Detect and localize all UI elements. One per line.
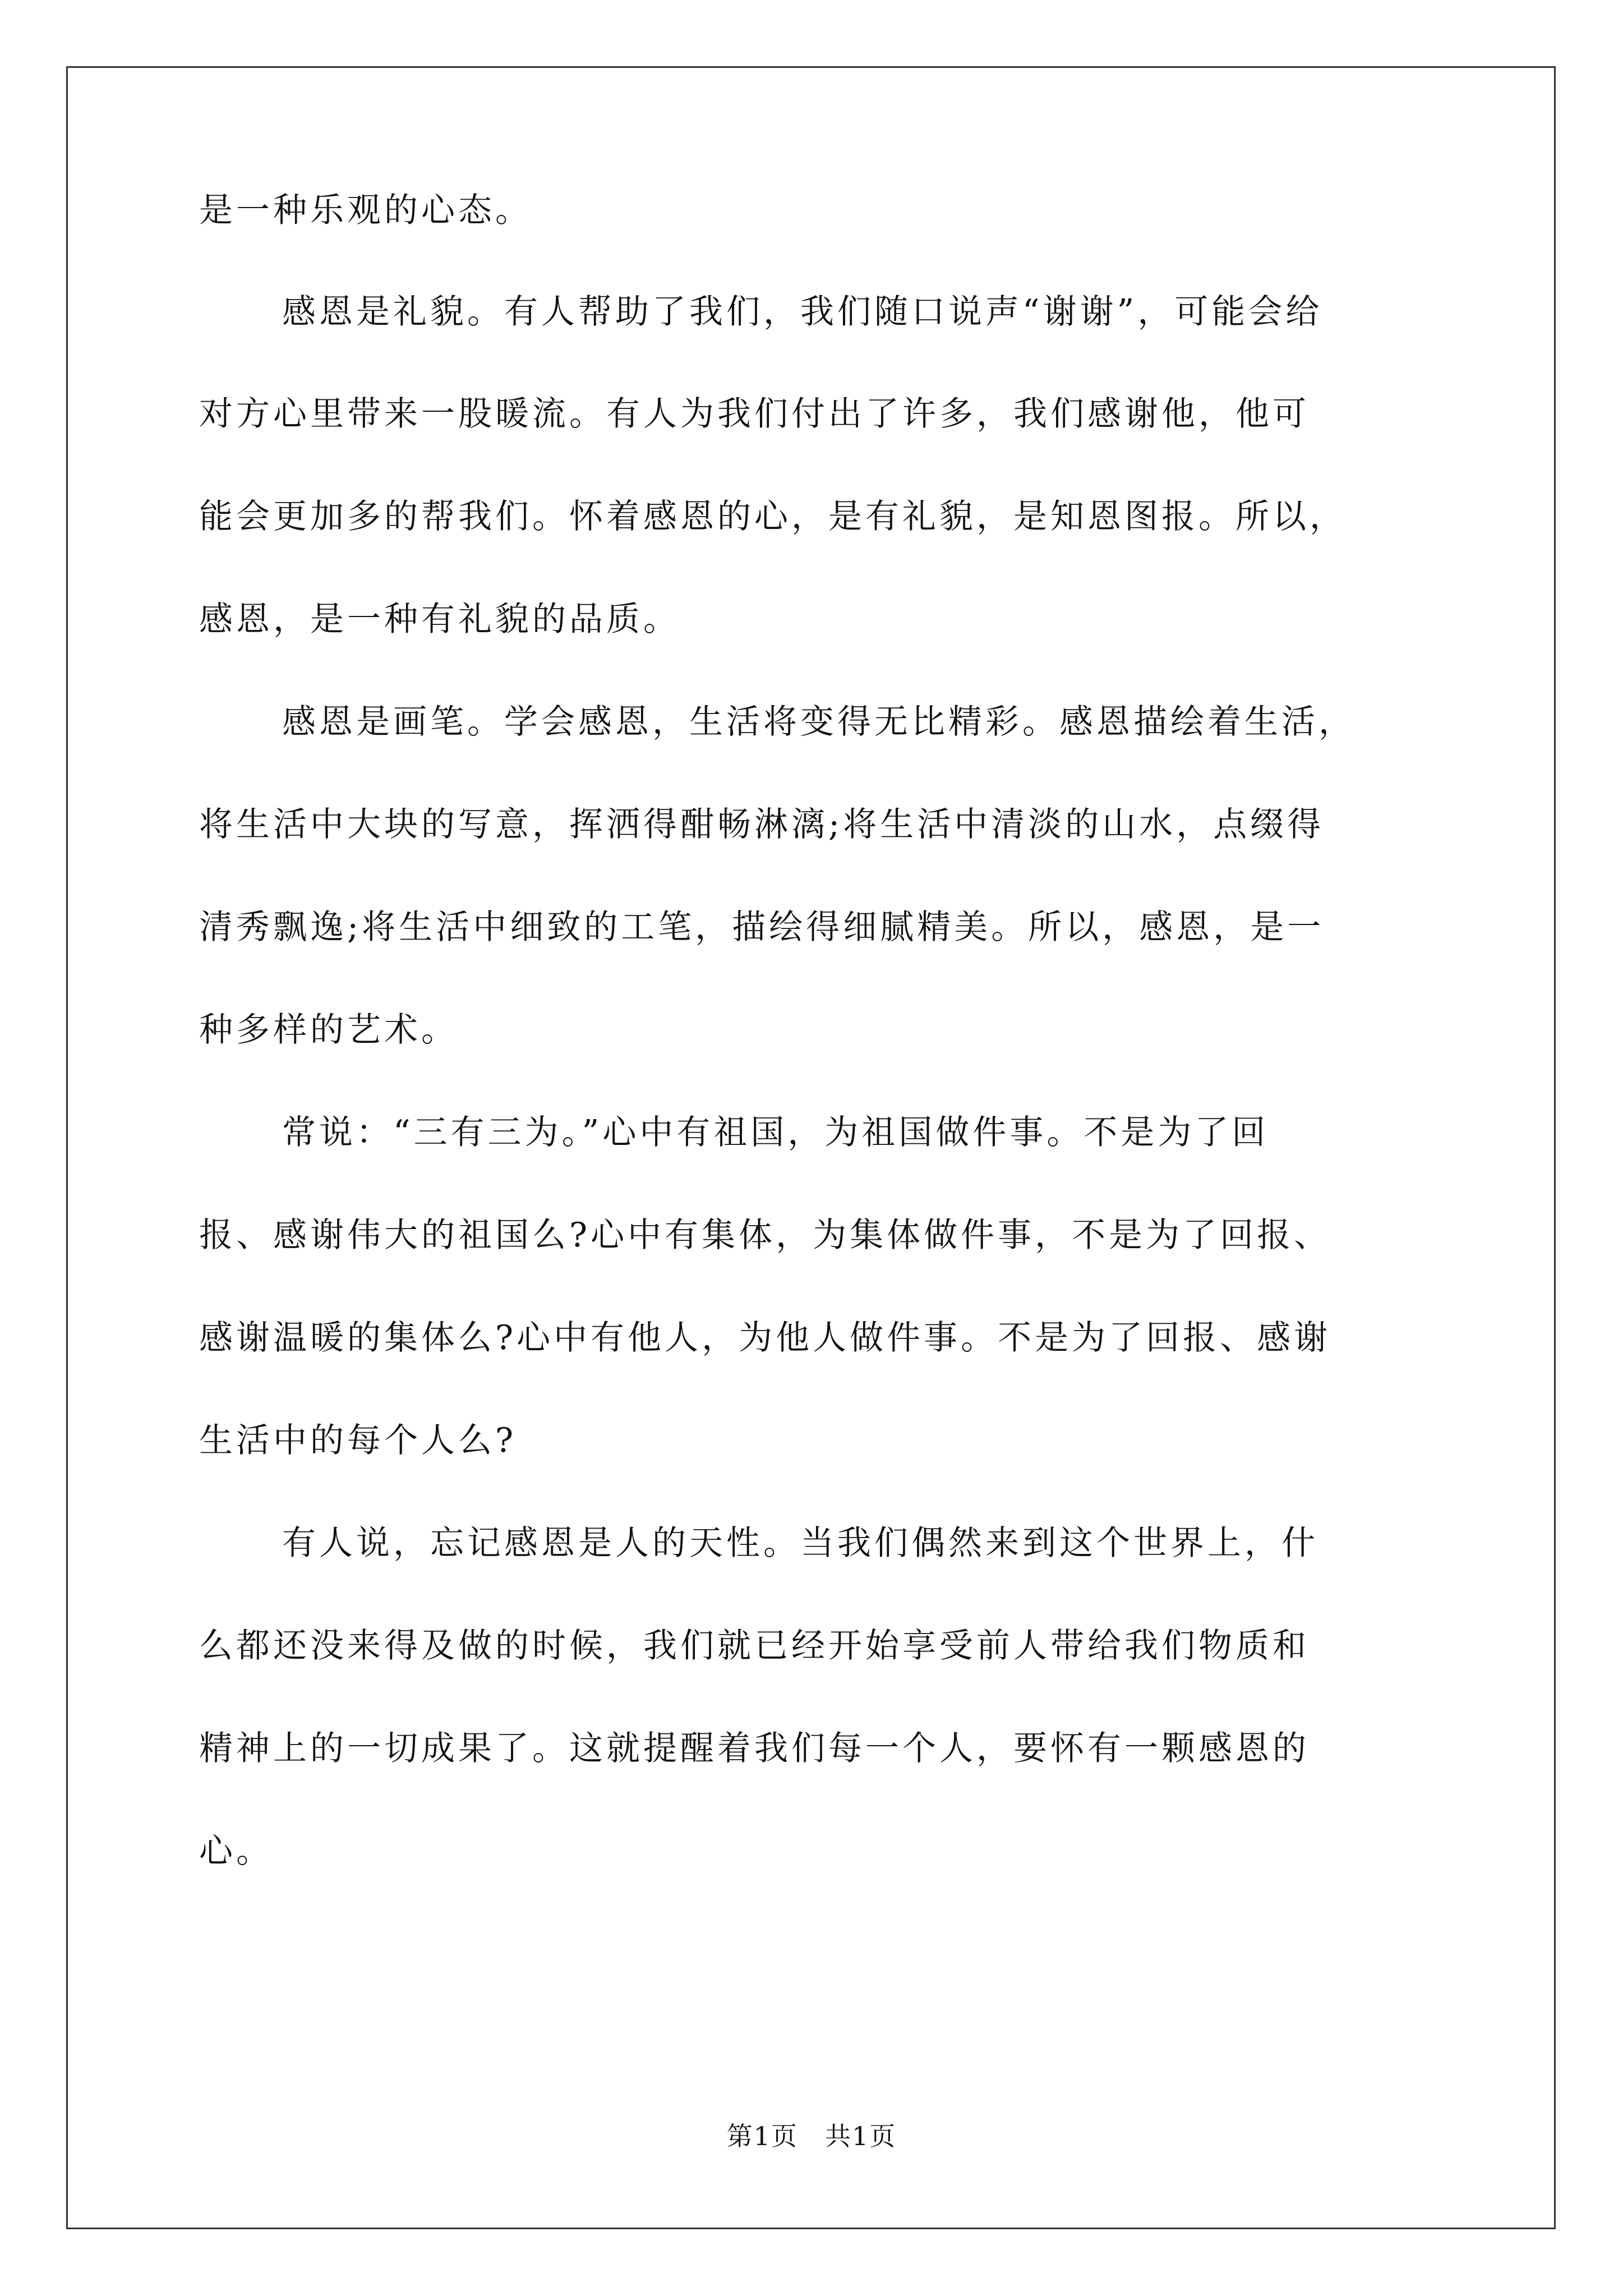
paragraph-line: 感恩是礼貌。有人帮助了我们，我们随口说声“谢谢”，可能会给	[282, 292, 1323, 332]
paragraph-line: 心。	[199, 1832, 273, 1871]
paragraph-line: 能会更加多的帮我们。怀着感恩的心，是有礼貌，是知恩图报。所以，	[199, 497, 1347, 536]
paragraph-line: 生活中的每个人么?	[199, 1421, 517, 1460]
paragraph-line: 精神上的一切成果了。这就提醒着我们每一个人，要怀有一颗感恩的	[199, 1729, 1310, 1768]
paragraph-line: 报、感谢伟大的祖国么?心中有集体，为集体做件事，不是为了回报、	[199, 1216, 1331, 1255]
paragraph-line: 对方心里带来一股暖流。有人为我们付出了许多，我们感谢他，他可	[199, 394, 1310, 434]
paragraph-line: 有人说，忘记感恩是人的天性。当我们偶然来到这个世界上，什	[282, 1524, 1318, 1563]
paragraph-line: 感谢温暖的集体么?心中有他人，为他人做件事。不是为了回报、感谢	[199, 1318, 1331, 1358]
paragraph-line: 种多样的艺术。	[199, 1010, 458, 1050]
paragraph-line: 清秀飘逸;将生活中细致的工笔，描绘得细腻精美。所以，感恩，是一	[199, 908, 1325, 947]
page-number-footer: 第1页 共1页	[726, 2121, 897, 2151]
paragraph-line: 么都还没来得及做的时候，我们就已经开始享受前人带给我们物质和	[199, 1626, 1310, 1665]
paragraph-line: 常说：“三有三为。”心中有祖国，为祖国做件事。不是为了回	[282, 1113, 1269, 1152]
paragraph-line: 将生活中大块的写意，挥洒得酣畅淋漓;将生活中清淡的山水，点缀得	[199, 805, 1325, 844]
paragraph-line: 是一种乐观的心态。	[199, 191, 532, 230]
paragraph-line: 感恩，是一种有礼貌的品质。	[199, 600, 680, 639]
paragraph-line: 感恩是画笔。学会感恩，生活将变得无比精彩。感恩描绘着生活，	[282, 702, 1355, 742]
